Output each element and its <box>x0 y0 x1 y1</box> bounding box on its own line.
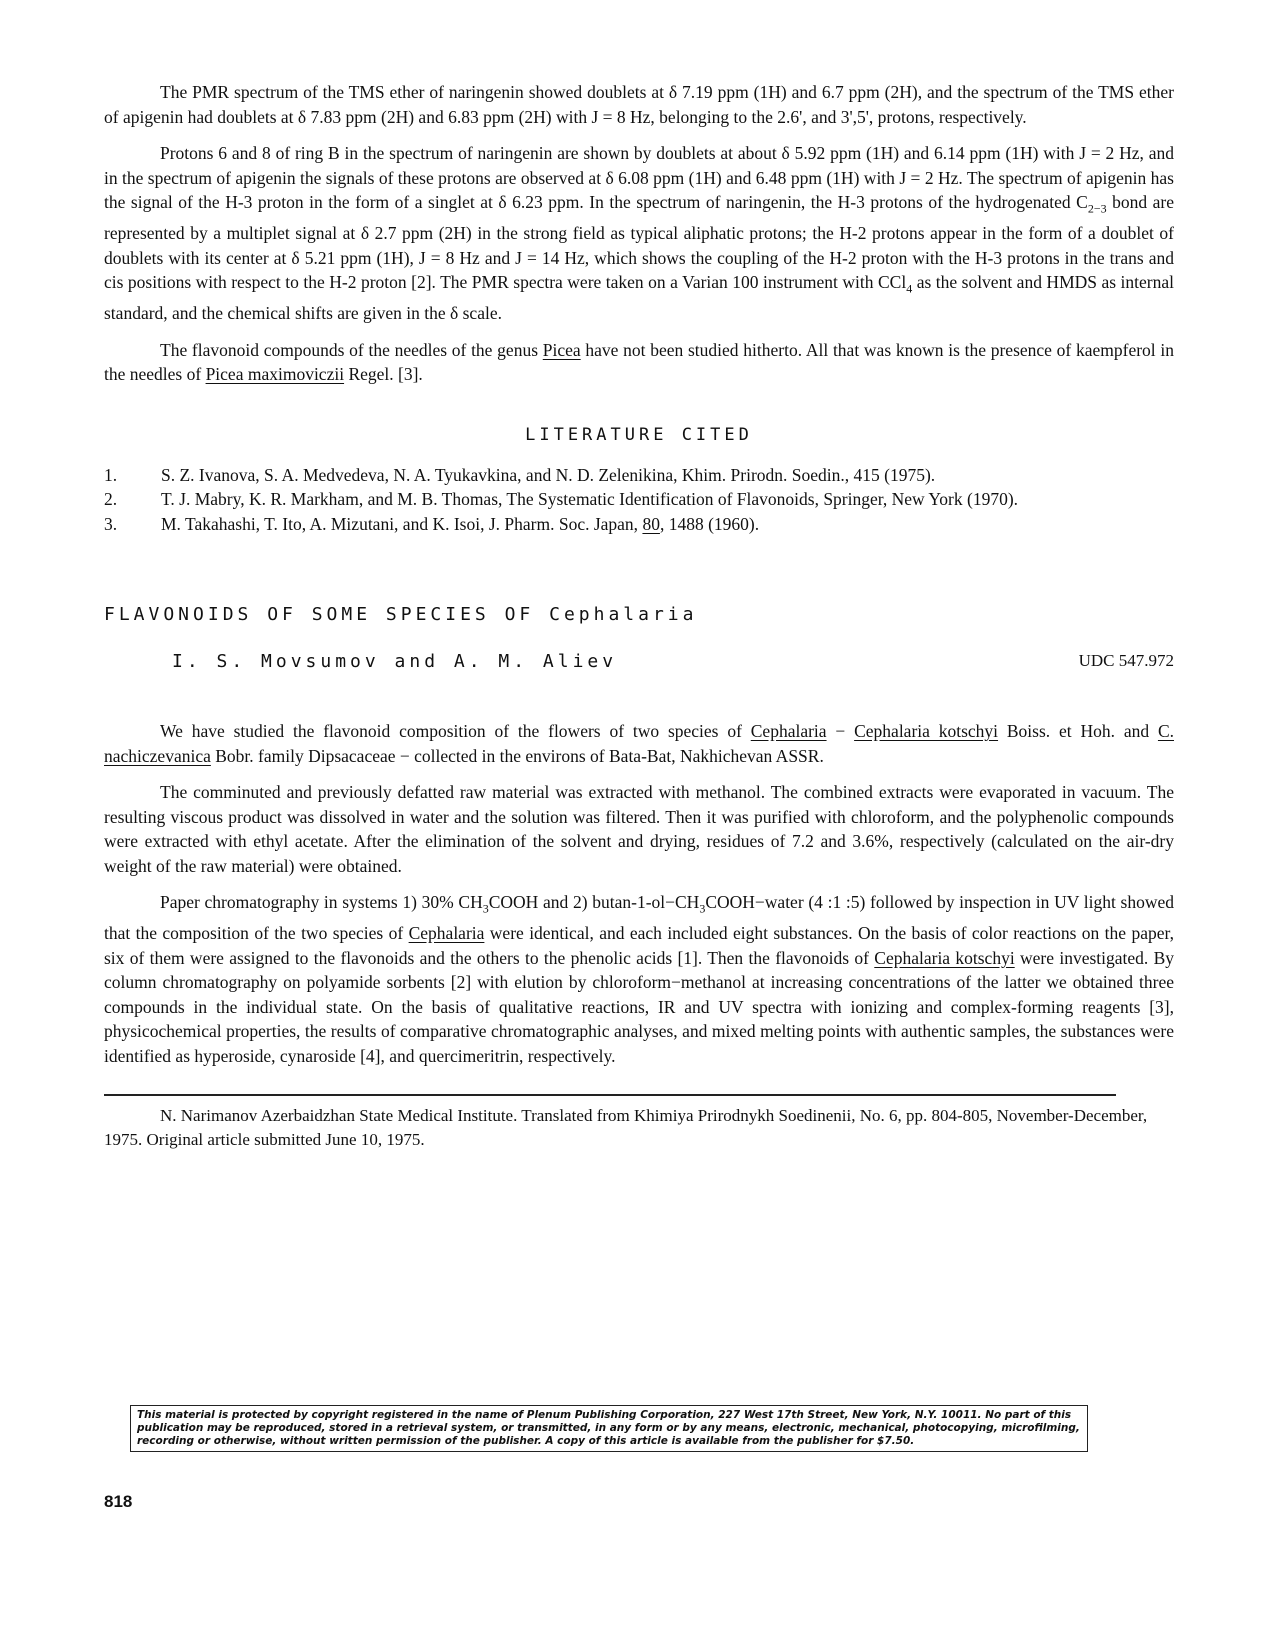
footnote-divider <box>104 1094 1116 1096</box>
reference-text: M. Takahashi, T. Ito, A. Mizutani, and K. Isoi, J. Pharm. Soc. Japan, <box>161 513 643 534</box>
article-body <box>104 719 1174 1068</box>
subscript-c23: 2−3 <box>1087 201 1107 216</box>
genus-cephalaria: Cephalaria <box>750 721 827 741</box>
subscript: 3 <box>699 901 706 916</box>
paragraph-protons-part3: as the solvent and HMDS as internal standard, and the chemical shifts are given in the δ scale. <box>104 272 1175 323</box>
paragraph-pmr-tms: The PMR spectrum of the TMS ether of naringenin showed doublets at δ 7.19 ppm (1H) and 6.7 ppm (2H), and the spectrum of the TMS ether of apigenin had doublets at δ 7.83 ppm (2H) and 6.83 ppm (2H) with J = 8 Hz, belonging to the 2.6', and 3',5', protons, respectively. <box>104 82 1174 127</box>
reference-item <box>104 463 1174 488</box>
authors-row <box>104 651 1174 677</box>
reference-item <box>104 512 1174 537</box>
reference-text: T. J. Mabry, K. R. Markham, and M. B. Thomas, The Systematic Identification of Flavonoids, Springer, New York (1970). <box>161 489 1019 509</box>
reference-text: , 1488 (1960). <box>659 513 760 534</box>
paragraph-protons-part1: Protons 6 and 8 of ring B in the spectrum of naringenin are shown by doublets at about δ 5.92 ppm (1H) and 6.14 ppm (1H) with J = 2 Hz, and in the spectrum of apigenin the signals of these protons are observed at δ 6.08 ppm (1H) and 6.48 ppm (1H) with J = 2 Hz. The spectrum of apigenin has the signal of the H-3 proton in the form of a singlet at δ 6.23 ppm. In the spectrum of naringenin, the H-3 protons of the hydrogenated C <box>104 143 1174 212</box>
reference-item <box>104 487 1174 512</box>
reference-number: 1. <box>104 464 118 485</box>
reference-text: S. Z. Ivanova, S. A. Medvedeva, N. A. Tyukavkina, and N. D. Zelenikina, Khim. Prirodn. Soedin., 415 (1975). <box>161 464 936 485</box>
paragraph-picea <box>104 338 1174 387</box>
reference-number: 2. <box>104 489 118 509</box>
genus-cephalaria: Cephalaria <box>408 923 485 943</box>
article-title: FLAVONOIDS OF SOME SPECIES OF Cephalaria <box>104 604 698 625</box>
text-run: Paper chromatography in systems 1) 30% CH <box>160 892 483 912</box>
text-run: − <box>826 721 855 741</box>
text-run: COOH−water (4 :1 :5) followed by inspection in UV light showed that the composition of the two species of <box>104 892 1175 943</box>
subscript-ccl4: 4 <box>906 281 913 296</box>
udc-code: UDC 547.972 <box>1078 651 1174 670</box>
paragraph-protons <box>104 141 1174 326</box>
species-cephalaria-kotschyi: Cephalaria kotschyi <box>854 721 999 741</box>
paragraph-intro <box>104 719 1174 768</box>
text-run: Bobr. family Dipsacaceae − collected in the environs of Bata-Bat, Nakhichevan ASSR. <box>210 745 824 766</box>
text-run: COOH and 2) butan-1-ol−CH <box>488 892 700 912</box>
species-cephalaria-kotschyi: Cephalaria kotschyi <box>874 947 1015 968</box>
text-run: We have studied the flavonoid composition of the flowers of two species of <box>160 721 751 741</box>
page-content <box>104 80 1174 1152</box>
text-run: have not been studied hitherto. All that was known is the presence of kaempferol in the needles of <box>104 339 1174 384</box>
article-authors: I. S. Movsumov and A. M. Aliev <box>172 651 618 672</box>
affiliation-footnote: N. Narimanov Azerbaidzhan State Medical Institute. Translated from Khimiya Prirodnykh Soedinenii, No. 6, pp. 804-805, November-December, 1975. Original article submitted June 10, 1975. <box>104 1106 1148 1149</box>
reference-list <box>104 463 1174 537</box>
copyright-notice: This material is protected by copyright registered in the name of Plenum Publishing Corporation, 227 West 17th Street, New York, N.Y. 10011. No part of this publication may be reproduced, stored in a retrieval system, or transmitted, in any form or by any means, electronic, mechanical, photocopying, microfilming, recording or otherwise, without written permission of the publisher. A copy of this article is available from the publisher for $7.50. <box>130 1405 1088 1452</box>
paragraph-chromatography <box>104 890 1174 1068</box>
page-number: 818 <box>104 1492 133 1511</box>
subscript: 3 <box>482 901 489 916</box>
species-picea-maximoviczii: Picea maximoviczii <box>205 364 345 384</box>
species-c-nachiczevanica: C. nachiczevanica <box>104 721 1174 766</box>
paragraph-extraction: The comminuted and previously defatted raw material was extracted with methanol. The combined extracts were evaporated in vacuum. The resulting viscous product was dissolved in water and the solution was filtered. Then it was purified with chloroform, and the polyphenolic compounds were extracted with ethyl acetate. After the elimination of the solvent and drying, residues of 7.2 and 3.6%, respectively (calculated on the air-dry weight of the raw material) were obtained. <box>104 782 1174 876</box>
reference-number: 3. <box>104 513 118 534</box>
text-run: were investigated. By column chromatography on polyamide sorbents [2] with elution by chloroform−methanol at increasing concentrations of the latter we obtained three compounds in the individual state. On the basis of qualitative reactions, IR and UV spectra with ionizing and complex-forming reagents [3], physicochemical properties, the results of comparative chromatographic analyses, and mixed melting points with authentic samples, the substances were identified as hyperoside, cynaroside [4], and quercimeritrin, respectively. <box>104 947 1175 1066</box>
text-run: Boiss. et Hoh. and <box>998 721 1158 741</box>
literature-cited-heading: LITERATURE CITED <box>525 424 753 445</box>
text-run: The flavonoid compounds of the needles of the genus <box>160 339 543 360</box>
paragraph-protons-part2: bond are represented by a multiplet signal at δ 2.7 ppm (2H) in the strong field as typical aliphatic protons; the H-2 protons appear in the form of a doublet of doublets with its center at δ 5.21 ppm (1H), J = 8 Hz and J = 14 Hz, which shows the coupling of the H-2 proton with the H-3 protons in the trans and cis positions with respect to the H-2 proton [2]. The PMR spectra were taken on a Varian 100 instrument with CCl <box>104 192 1174 292</box>
genus-picea: Picea <box>542 339 581 360</box>
text-run: Regel. [3]. <box>344 364 423 384</box>
reference-volume: 80 <box>642 513 660 534</box>
text-run: were identical, and each included eight substances. On the basis of color reactions on the paper, six of them were assigned to the flavonoids and the others to the phenolic acids [1]. Then the flavonoids of <box>104 923 1174 968</box>
